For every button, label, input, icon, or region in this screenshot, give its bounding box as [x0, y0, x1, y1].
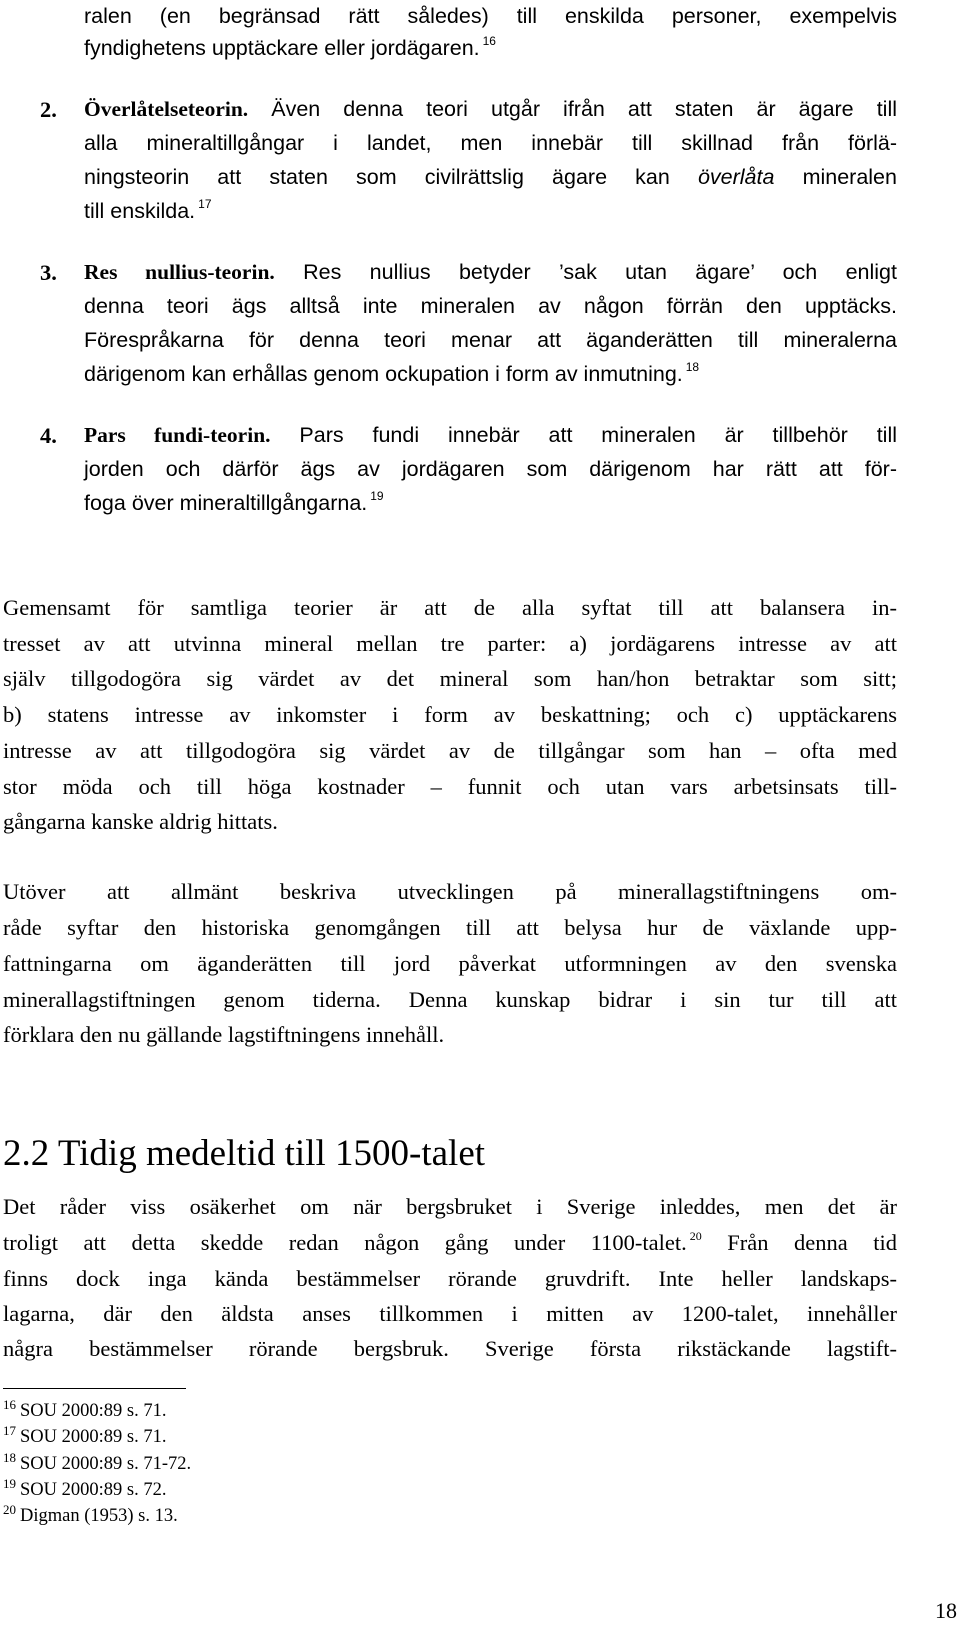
- section-line-1: Det råder viss osäkerhet om när bergsbruket i Sverige inleddes, men det är: [3, 1194, 897, 1219]
- footnote-ref-20[interactable]: 20: [689, 1229, 702, 1243]
- footnote-ref-17[interactable]: 17: [198, 197, 212, 211]
- list-item-2-title: Överlåtelseteorin.: [84, 97, 249, 121]
- footnote-ref-16[interactable]: 16: [482, 34, 496, 48]
- paragraph-1-line-5: intresse av att tillgodogöra sig värdet av de tillgångar som han – ofta med: [3, 738, 897, 763]
- list-item-3-title: Res nullius-teorin.: [84, 260, 275, 284]
- section-line-3: finns dock inga kända bestämmelser rörande gruvdrift. Inte heller landskaps-: [3, 1266, 897, 1291]
- list-item-2-line-1: Överlåtelseteorin. Även denna teori utgår ifrån att staten är ägare till: [84, 97, 897, 121]
- list-item-3-line-4: därigenom kan erhållas genom ockupation i form av inmutning. $^{18}$: [84, 360, 700, 386]
- paragraph-2-line-2: råde syftar den historiska genomgången till att belysa hur de växlande upp-: [3, 915, 897, 940]
- list-item-3-number: 3.: [40, 260, 57, 285]
- page-number: 18: [935, 1598, 957, 1623]
- paragraph-1-line-7: gångarna kanske aldrig hittats.: [3, 809, 278, 834]
- list-item-2-line-2: alla mineraltillgångar i landet, men innebär till skillnad från förlä-: [84, 131, 897, 155]
- paragraph-1-line-1: Gemensamt för samtliga teorier är att de alla syftat till att balansera in-: [3, 595, 897, 620]
- section-line-5: några bestämmelser rörande bergsbruk. Sverige första rikstäckande lagstift-: [3, 1336, 897, 1361]
- paragraph-2-line-4: minerallagstiftningen genom tiderna. Denna kunskap bidrar i sin tur till att: [3, 987, 897, 1012]
- paragraph-1-line-3: själv tillgodogöra sig värdet av det mineral som han/hon betraktar som sitt;: [3, 666, 897, 691]
- footnote-separator: [3, 1388, 186, 1389]
- footnote-18: $^{18}$ SOU 2000:89 s. 71-72.: [3, 1450, 192, 1474]
- list-item-2-line-4: till enskilda. $^{17}$: [84, 197, 212, 223]
- section-heading: 2.2 Tidig medeltid till 1500-talet: [3, 1133, 486, 1174]
- footnote-ref-19[interactable]: 19: [370, 489, 384, 503]
- list-item-3-line-3: Förespråkarna för denna teori menar att äganderätten till mineralerna: [84, 328, 897, 352]
- list-item-3-line-1: Res nullius-teorin. Res nullius betyder ’sak utan ägare’ och enligt: [84, 260, 897, 284]
- list-item-2-number: 2.: [40, 97, 57, 122]
- list-item-4-line-3: foga över mineraltillgångarna. $^{19}$: [84, 489, 384, 515]
- footnote-17: $^{17}$ SOU 2000:89 s. 71.: [3, 1423, 167, 1447]
- paragraph-2-line-3: fattningarna om äganderätten till jord påverkat utformningen av den svenska: [3, 951, 897, 976]
- footnote-ref-18[interactable]: 18: [685, 360, 700, 374]
- list-item-4-line-2: jorden och därför ägs av jordägaren som därigenom har rätt att för-: [84, 457, 897, 481]
- list-item-1-line-2: fyndighetens upptäckare eller jordägaren. $^{16}$: [84, 34, 496, 60]
- paragraph-2-line-5: förklara den nu gällande lagstiftningens innehåll.: [3, 1022, 445, 1047]
- list-item-4-title: Pars fundi-teorin.: [84, 423, 271, 447]
- footnote-16: $^{16}$ SOU 2000:89 s. 71.: [3, 1397, 167, 1421]
- paragraph-1-line-2: tresset av att utvinna mineral mellan tre parter: a) jordägarens intresse av att: [3, 631, 897, 656]
- list-item-1-line-1: ralen (en begränsad rätt således) till enskilda personer, exempelvis: [84, 4, 897, 28]
- list-item-4-number: 4.: [40, 423, 57, 448]
- list-item-4-line-1: Pars fundi-teorin. Pars fundi innebär att mineralen är tillbehör till: [84, 423, 898, 447]
- paragraph-1-line-4: b) statens intresse av inkomster i form av beskattning; och c) upptäckarens: [3, 702, 897, 727]
- footnote-19: $^{19}$ SOU 2000:89 s. 72.: [3, 1476, 167, 1500]
- paragraph-2-line-1: Utöver att allmänt beskriva utvecklingen på minerallagstiftningens om-: [3, 879, 897, 904]
- section-line-4: lagarna, där den äldsta anses tillkommen i mitten av 1200-talet, innehåller: [3, 1301, 897, 1326]
- paragraph-1-line-6: stor möda och till höga kostnader – funnit och utan vars arbetsinsats till-: [3, 774, 897, 799]
- section-line-2: troligt att detta skedde redan någon gång under 1100-talet. $^{20}$ Från denna tid: [3, 1229, 897, 1255]
- footnote-20: $^{20}$ Digman (1953) s. 13.: [3, 1502, 178, 1526]
- list-item-2-line-3: ningsteorin att staten som civilrättslig ägare kan överlåta mineralen: [84, 165, 897, 189]
- list-item-3-line-2: denna teori ägs alltså inte mineralen av någon förrän den upptäcks.: [84, 294, 897, 318]
